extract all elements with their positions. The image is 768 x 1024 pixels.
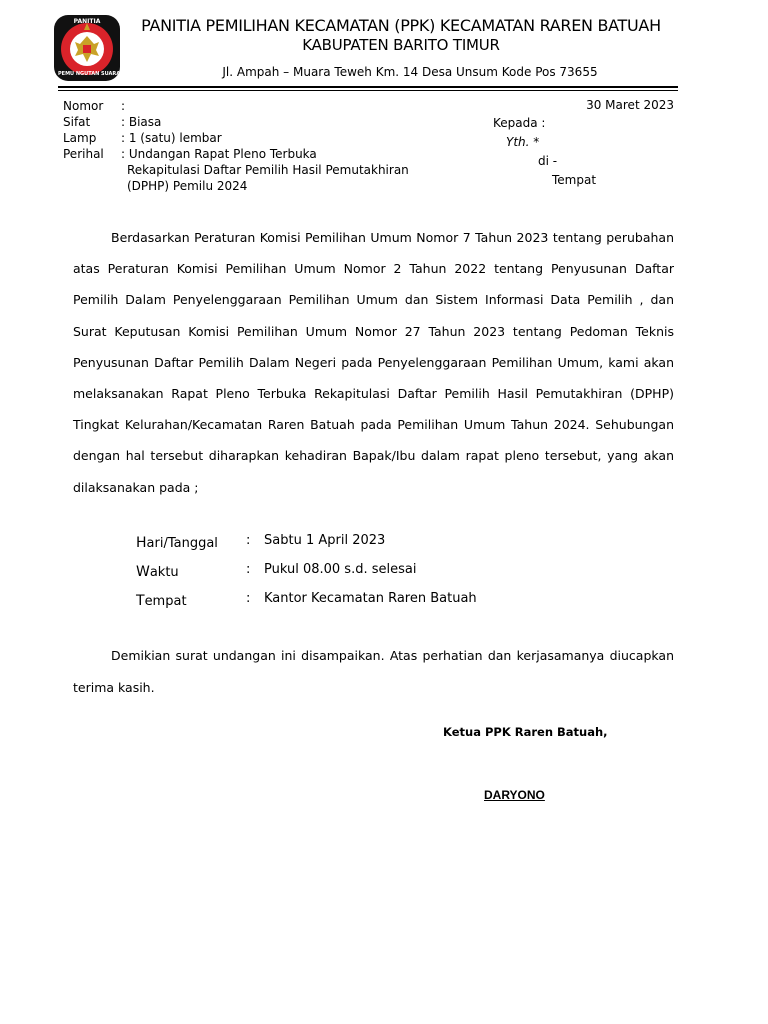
header-address: Jl. Ampah – Muara Teweh Km. 14 Desa Unsum Kode Pos 73655 (222, 65, 598, 79)
meta-sifat (63, 114, 409, 130)
schedule-label (136, 564, 179, 580)
meta-label: Nomor (63, 99, 104, 113)
schedule-value: Kantor Kecamatan Raren Batuah (264, 591, 477, 606)
schedule-label-rest: aktu (149, 565, 179, 580)
schedule-label-rest: empat (144, 594, 187, 609)
schedule-label-initial: T (136, 593, 145, 609)
meta-perihal-line2: Rekapitulasi Daftar Pemilih Hasil Pemutakhiran (127, 163, 409, 177)
logo-bottom-text: PEMU NGUTAN SUARA (58, 71, 121, 77)
logo-top-text: PANITIA (73, 18, 101, 25)
header-rule-thin (58, 90, 678, 91)
meta-value: : 1 (satu) lembar (121, 131, 222, 145)
recipient-tempat: Tempat (552, 173, 597, 187)
schedule-value: Pukul 08.00 s.d. selesai (264, 562, 417, 577)
meta-perihal (63, 146, 409, 162)
meta-label: Sifat (63, 115, 91, 129)
body-paragraph: Berdasarkan Peraturan Komisi Pemilihan Umum Nomor 7 Tahun 2023 tentang perubahan atas Peraturan Komisi Pemilihan Umum Nomor 2 Tahun 2022 tentang Penyusunan Daftar Pemilih Dalam Penyelenggaraan Pemilihan Umum dan Sistem Informasi Data Pemilih , dan Surat Keputusan Komisi Pemilihan Umum Nomor 27 Tahun 2023 tentang Pedoman Teknis Penyusunan Daftar Pemilih Dalam Negeri pada Penyelenggaraan Pemilihan Umum, kami akan melaksanakan Rapat Pleno Terbuka Rekapitulasi Daftar Pemilih Hasil Pemutakhiran (DPHP) Tingkat Kelurahan/Kecamatan Raren Batuah pada Pemilihan Umum Tahun 2024. Sehubungan dengan hal tersebut diharapkan kehadiran Bapak/Ibu dalam rapat pleno tersebut, yang akan dilaksanakan pada ; (73, 230, 674, 495)
meta-label: Lamp (63, 131, 97, 145)
letter-date: 30 Maret 2023 (586, 98, 674, 112)
schedule-label (136, 593, 187, 609)
header-title-line1: PANITIA PEMILIHAN KECAMATAN (PPK) KECAMATAN RAREN BATUAH (141, 16, 661, 35)
recipient-di: di - (538, 154, 558, 168)
letter-meta (63, 98, 409, 194)
schedule-colon: : (246, 591, 251, 606)
recipient-kepada: Kepada : (493, 116, 546, 130)
meta-perihal-line3: (DPHP) Pemilu 2024 (127, 179, 248, 193)
schedule-label-initial: W (136, 564, 150, 580)
meta-value: : Biasa (121, 115, 162, 129)
header-title-line2: KABUPATEN BARITO TIMUR (302, 36, 500, 54)
header-rule (58, 86, 678, 88)
schedule-label-rest: ari/Tanggal (146, 536, 218, 551)
schedule-colon: : (246, 533, 251, 548)
schedule-colon: : (246, 562, 251, 577)
recipient-yth: Yth. * (506, 135, 540, 149)
meta-value: : (121, 99, 126, 113)
meta-value: : Undangan Rapat Pleno Terbuka (121, 147, 317, 161)
signature-title: Ketua PPK Raren Batuah, (443, 725, 608, 739)
meta-lamp (63, 130, 409, 146)
schedule-value: Sabtu 1 April 2023 (264, 533, 386, 548)
meta-label: Perihal (63, 147, 104, 161)
meta-nomor (63, 98, 409, 114)
closing-paragraph: Demikian surat undangan ini disampaikan. Atas perhatian dan kerjasamanya diucapkan terima kasih. (73, 648, 674, 695)
signature-name: DARYONO (484, 788, 545, 802)
schedule-label-initial: H (136, 535, 147, 551)
schedule-label (136, 535, 218, 551)
